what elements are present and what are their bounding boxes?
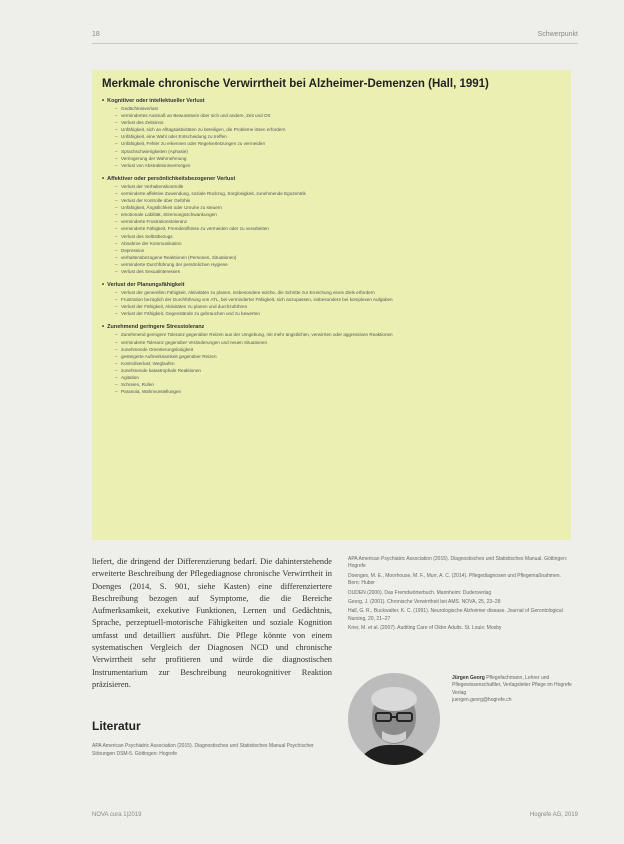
author-email[interactable]: juergen.georg@hogrefe.ch [452,697,512,704]
list-item: – Schreien, Rufen [115,381,561,388]
list-item: – Verlust des Selbstbezugs [115,233,561,240]
list-item: – Paranoia, Wahnvorstellungen [115,388,561,395]
list-item: – Verlust der generellen Fähigkeit, Aktivitäten zu planen, insbesondere solche, die Schritte zur Erreichung eines Ziels erfordern [115,289,561,296]
page-number: 18 [92,31,100,38]
section-items [102,331,561,395]
list-item: – Kontrollverlust, Weglaufen [115,360,561,367]
author-name: Jürgen Georg [452,675,485,681]
section-items [102,183,561,275]
list-item: – Unfähigkeit, eine Wahl oder Entscheidung zu treffen [115,133,561,140]
body-paragraph: liefert, die dringend der Differenzierung bedarf. Die dahinterstehende erweiterte Beschreibung der Pflegediagnose chronische Verwirrtheit in Doenges (2014, S. 901, siehe Kasten) eine differenziertere Beschreibung bezogen auf Symptome, die die Bereiche Aufmerksamkeit, exekutive Funktionen, Lernen und Gedächtnis, Sprache, perzeptuell-motorische Fähigkeiten und soziale Kognition umfasst und detailliert ausführt. Die Pflege könnte von einem systematischen Vergleich der Diagnosen NCD und chronische Verwirrtheit sehr profitieren und würde die diagnostischen Instrumentarium zur Beschreibung neurokognitiver Reaktion präzisieren. [92,557,332,689]
footer-left: NOVA cura 1|2019 [92,812,142,818]
list-item: – verminderte Durchführung der persönlichen Hygiene [115,261,561,268]
literature-entry: APA American Psychiatric Association (2015). Diagnostisches und Statistisches Manual Psychischer Störungen DSM-5. Göttingen: Hogrefe [92,743,314,757]
section-heading-text: Zunehmend geringere Stresstoleranz [107,324,205,331]
box-section [102,281,561,317]
list-item: – Verringerung der Wahrnehmung [115,155,561,162]
reference-entry: APA American Psychiatric Association (2015). Diagnostisches und Statistisches Manual. Göttingen: Hogrefe [348,556,568,570]
box-title: Merkmale chronische Verwirrtheit bei Alzheimer-Demenzen (Hall, 1991) [102,78,489,90]
box-section [102,175,561,275]
author-bio: Pflegefachmann, Lehrer und Pflegewissenschaftler, Verlagsleiter Pflege im Hogrefe Verlag [452,675,572,696]
list-item: – Zunehmend geringere Toleranz gegenüber Reizen aus der Umgebung, mit mehr ängstlichen, verwirrten oder aggressiven Reaktionen [115,331,561,338]
list-item: – Gedächtnisverlust [115,105,561,112]
list-item: – verminderte Toleranz gegenüber Veränderungen und neuen Situationen [115,339,561,346]
author-text [452,675,572,705]
list-item: – Verlust der Verhaltenskontrolle [115,183,561,190]
section-heading [102,175,561,183]
list-item: – Verlust der Fähigkeit, Aktivitäten zu planen und durchzuführen [115,303,561,310]
list-item: – verhaltensbezogene Reaktionen (Personen, Situationen) [115,254,561,261]
list-item: – Abnahme der Kommunikation [115,240,561,247]
list-item: – gesteigerte Aufmerksamkeit gegenüber Reizen [115,353,561,360]
reference-list [348,556,572,633]
list-item: – Sprachschwierigkeiten (Aphasie) [115,148,561,155]
footer-right: Hogrefe AG, 2019 [529,812,578,818]
box-section [102,97,561,169]
list-item: – Verlust der Kontrolle über Gefühle [115,197,561,204]
list-item: – Unfähigkeit, sich an Alltagsaktivitäten zu beteiligen, die Probleme lösen erfordern [115,126,561,133]
list-item: – Unfähigkeit, Fehler zu erkennen oder Regelverletzungen zu vermeiden [115,140,561,147]
list-item: – zunehmende Orientierungslosigkeit [115,346,561,353]
list-item: – Depression [115,247,561,254]
reference-entry: Georg, J. (2001). Chronische Verwirrtheit bei AMS. NOVA, 25, 23–28 [348,599,501,606]
section-heading-text: Verlust der Planungsfähigkeit [107,282,185,289]
list-item: – zunehmende katastrophale Reaktionen [115,367,561,374]
box-sections [102,97,561,395]
section-items [102,105,561,169]
section-heading [102,97,561,105]
author-block [348,673,572,773]
header-rule [92,43,578,44]
bullet-icon: • [102,324,105,331]
section-heading-text: Affektiver oder persönlichkeitsbezogener Verlust [107,175,236,182]
author-portrait-icon [348,673,440,765]
section-heading [102,281,561,289]
list-item: – verminderte Frustrationstoleranz [115,218,561,225]
box-section [102,323,561,395]
list-item: – verminderte affektive Zuwendung, soziale Rückzug, Sorglosigkeit, zunehmende Egozentrik [115,190,561,197]
reference-entry: Krier, M. et al. (2007). Auditing Care of Older Adults. St. Louis: Mosby [348,625,502,632]
list-item: – verminderte Fähigkeit, Fremdeinflüsse zu vermeiden oder zu verarbeiten [115,225,561,232]
list-item: – Frustration bezüglich der Durchführung von ATL, bei verminderter Fähigkeit, sich anzupassen, insbesondere bei komplexen Aufgaben [115,296,561,303]
list-item: – emotionale Labilität, Stimmungsschwankungen [115,211,561,218]
section-heading-text: Kognitiver oder intellektueller Verlust [107,98,205,104]
left-column [92,556,332,758]
right-column [348,556,572,635]
list-item: – vermindertes Ausmaß an Bewusstsein über sich und andere, Zeit und Ort [115,112,561,119]
bullet-icon: • [102,282,105,289]
page-section-label: Schwerpunkt [537,31,578,38]
list-item: – Verlust des Zeitsinns [115,119,561,126]
reference-entry: Doenges, M. E., Moorhouse, M. F., Murr, A. C. (2014). Pflegediagnosen und Pflegemaßnahmen. Bern: Huber [348,572,561,587]
bullet-icon: • [102,98,105,104]
info-box [92,70,571,540]
list-item: – Unfähigkeit, Ängstlichkeit oder Unruhe zu steuern [115,204,561,211]
literature-heading: Literatur [92,719,141,734]
reference-entry: DUDEN (2000). Das Fremdwörterbuch. Mannheim: Dudenverlag [348,589,492,596]
list-item: – Verlust von Abstraktionsvermögen [115,162,561,169]
section-items [102,289,561,317]
list-item: – Verlust der Fähigkeit, Gegenstände zu gebrauchen und zu bewerten [115,310,561,317]
author-photo [348,673,440,765]
list-item: – Agitation [115,374,561,381]
list-item: – Verlust des Sexualinteresses [115,268,561,275]
reference-entry: Hall, G. R., Buckwalter, K. C. (1991). Neurologische Alzheimer disease. Journal of Gerontological Nursing, 20, 21–27 [348,608,563,622]
bullet-icon: • [102,175,105,182]
section-heading [102,323,561,331]
